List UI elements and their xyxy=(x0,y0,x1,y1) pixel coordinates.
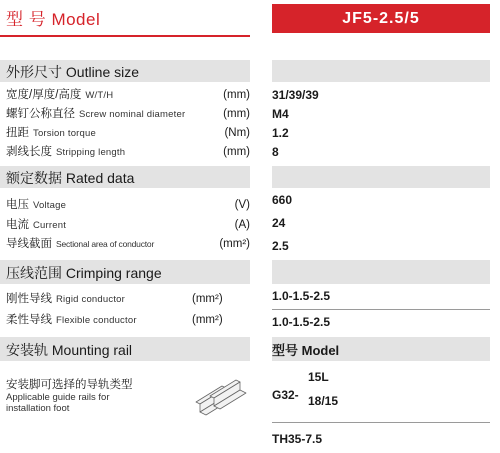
rated-heading: 额定数据 Rated data xyxy=(6,170,135,186)
rail-model-heading: 型号 Model xyxy=(272,343,340,358)
g32-prefix: G32- xyxy=(272,388,299,402)
rail-model-band xyxy=(272,337,490,361)
row-unit: (Nm) xyxy=(224,127,250,139)
row-unit: (V) xyxy=(234,199,250,211)
model-code-banner: JF5-2.5/5 xyxy=(272,4,490,33)
outline-value-strip: 8 xyxy=(272,145,279,159)
title-underline xyxy=(0,35,250,37)
rated-value-voltage: 660 xyxy=(272,193,293,207)
row-unit: (mm) xyxy=(223,108,250,120)
row-label-cn: 刚性导线 xyxy=(6,293,52,305)
rail-desc-cn: 安装脚可选择的导轨类型 xyxy=(6,379,133,391)
divider xyxy=(272,309,490,310)
crimping-heading-band xyxy=(0,260,250,284)
row-label-cn: 电压 xyxy=(6,199,29,211)
rail-desc-en-1: Applicable guide rails for xyxy=(6,392,110,403)
row-label-cn: 电流 xyxy=(6,219,29,231)
rated-value-section: 2.5 xyxy=(272,239,289,253)
crimping-row-rigid xyxy=(6,290,250,308)
row-label-cn: 宽度/厚度/高度 xyxy=(6,89,82,101)
row-label-en: Voltage xyxy=(33,200,67,211)
outline-row-torque xyxy=(6,124,250,142)
rated-value-current: 24 xyxy=(272,216,286,230)
crimping-value-flexible: 1.0-1.5-2.5 xyxy=(272,315,331,329)
rail-heading: 安装轨 Mounting rail xyxy=(6,342,133,358)
row-label-en: Current xyxy=(33,220,67,231)
row-label-en: Flexible conductor xyxy=(56,315,137,326)
th35-rail-model: TH35-7.5 xyxy=(272,432,323,446)
row-label-en: Sectional area of conductor xyxy=(56,239,155,249)
row-unit: (mm²) xyxy=(192,314,223,326)
outline-heading: 外形尺寸 Outline size xyxy=(6,64,140,80)
crimping-row-flexible xyxy=(6,311,250,329)
outline-value-torque: 1.2 xyxy=(272,126,289,140)
rail-heading-band xyxy=(0,337,250,361)
g32-option-15l: 15L xyxy=(308,370,329,384)
outline-row-screw xyxy=(6,105,250,123)
crimping-value-band xyxy=(272,260,490,284)
rated-heading-band xyxy=(0,166,250,188)
row-label-cn: 柔性导线 xyxy=(6,314,52,326)
row-unit: (mm²) xyxy=(219,238,250,250)
g32-option-18-15: 18/15 xyxy=(308,394,339,408)
crimping-heading: 压线范围 Crimping range xyxy=(6,265,162,281)
row-unit: (mm) xyxy=(223,89,250,101)
row-unit: (mm²) xyxy=(192,293,223,305)
row-label-en: Stripping length xyxy=(56,147,126,158)
outline-value-wth: 31/39/39 xyxy=(272,88,319,102)
din-rail-icon xyxy=(192,372,248,416)
rated-row-voltage xyxy=(6,196,250,214)
page-title: 型 号 Model xyxy=(6,10,101,29)
rail-desc-en-2: installation foot xyxy=(6,403,70,414)
row-unit: (A) xyxy=(234,219,250,231)
row-unit: (mm) xyxy=(223,146,250,158)
outline-row-wth xyxy=(6,86,250,104)
crimping-value-rigid: 1.0-1.5-2.5 xyxy=(272,289,331,303)
rated-row-current xyxy=(6,216,250,234)
divider xyxy=(272,422,490,423)
row-label-cn: 螺钉公称直径 xyxy=(6,108,75,120)
outline-row-strip xyxy=(6,143,250,161)
outline-value-screw: M4 xyxy=(272,107,289,121)
row-label-en: W/T/H xyxy=(85,90,114,101)
row-label-cn: 剥线长度 xyxy=(6,146,52,158)
rated-row-section xyxy=(6,235,250,253)
outline-heading-band xyxy=(0,60,250,82)
row-label-cn: 扭距 xyxy=(6,127,29,139)
rated-value-band xyxy=(272,166,490,188)
row-label-cn: 导线截面 xyxy=(6,238,52,250)
row-label-en: Torsion torque xyxy=(33,128,97,139)
outline-value-band xyxy=(272,60,490,82)
row-label-en: Screw nominal diameter xyxy=(79,109,186,120)
row-label-en: Rigid conductor xyxy=(56,294,126,305)
